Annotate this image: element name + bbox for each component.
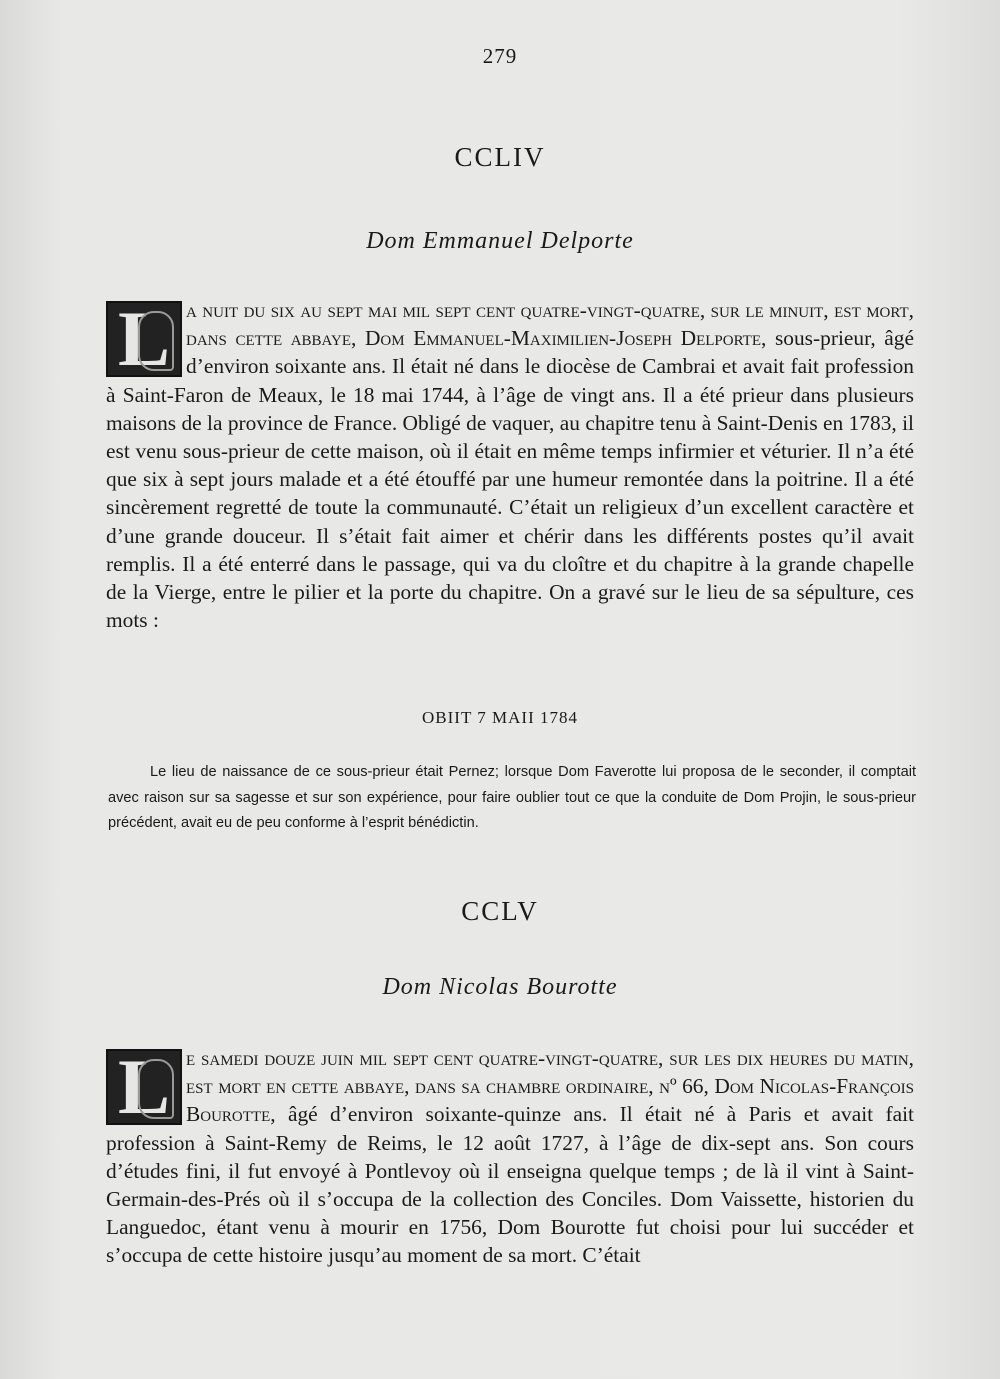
section-number-cclv: CCLV: [461, 896, 539, 926]
entry-bourotte: [106, 1044, 914, 1270]
section-number-ccliv: CCLIV: [454, 142, 546, 172]
epitaph-inscription: OBIIT 7 MAII 1784: [422, 708, 578, 727]
ornament-icon: [138, 1059, 174, 1119]
ornamental-initial-l: [106, 295, 182, 382]
entry-body: , sous-prieur, âgé d’environ soixante ans. Il était né dans le diocèse de Cambrai et avait fait profession à Saint-Faron de Meaux, le 18 mai 1744, à l’âge de vingt ans. Il a été prieur dans plusieurs maisons de la province de France. Obligé de vaquer, au chapitre tenu à Saint-Denis en 1783, il est venu sous-prieur de cette maison, où il était en même temps infirmier et véturier. Il n’a été que six à sept jours malade et a été étouffé par une humeur remontée dans la poitrine. Il a été sincèrement regretté de toute la communauté. C’était un religieux d’un excellent caractère et d’une grande douceur. Il s’était fait aimer et chérir dans les différents postes qu’il avait remplis. Il a été enterré dans le passage, qui va du cloître et du chapitre à la grande chapelle de la Vierge, entre le pilier et la porte du chapitre. On a gravé sur le lieu de sa sépulture, ces mots :: [106, 326, 914, 633]
footnote: Le lieu de naissance de ce sous-prieur était Pernez; lorsque Dom Faverotte lui proposa de le seconder, il comptait avec raison sur sa sagesse et sur son expérience, pour faire oublier tout ce que la conduite de Dom Projin, le sous-prieur précédent, avait eu de peu conforme à l’esprit bénédictin.: [108, 764, 916, 831]
entry-lead: a nuit du six au sept mai mil sept cent quatre-vingt-quatre, sur le minuit, est mort, dans cette abbaye,: [186, 298, 914, 351]
initial-letter: L: [117, 295, 171, 382]
monk-name: Dom Emmanuel-Maximilien-Joseph Delporte: [364, 326, 761, 351]
page-number: 279: [482, 44, 518, 68]
initial-letter: L: [117, 1043, 171, 1130]
ornament-icon: [138, 311, 174, 371]
entry-body: , âgé d’environ soixante-quinze ans. Il était né à Paris et avait fait profession à Saint-Remy de Reims, le 12 août 1727, à l’âge de dix-sept ans. Son cours d’études fini, il fut envoyé à Pontlevoy où il enseigna quelque temps ; de là il vint à Saint-Germain-des-Prés où il s’occupa de la collection des Conciles. Dom Vaissette, historien du Languedoc, étant venu à mourir en 1756, Dom Bourotte fut choisi pour lui succéder et s’occupa de cette histoire jusqu’au moment de sa mort. C’était: [106, 1102, 914, 1268]
section-title-bourotte: Dom Nicolas Bourotte: [382, 974, 618, 1000]
ornamental-initial-l: [106, 1043, 182, 1130]
entry-lead: e samedi douze juin mil sept cent quatre-vingt-quatre, sur les dix heures du matin, est mort en cette abbaye, dans sa chambre ordinaire, nº 66,: [186, 1046, 914, 1099]
monk-name: Dom Nicolas-François Bourotte: [186, 1074, 914, 1127]
section-title-delporte: Dom Emmanuel Delporte: [366, 228, 634, 254]
entry-delporte: [106, 296, 914, 634]
